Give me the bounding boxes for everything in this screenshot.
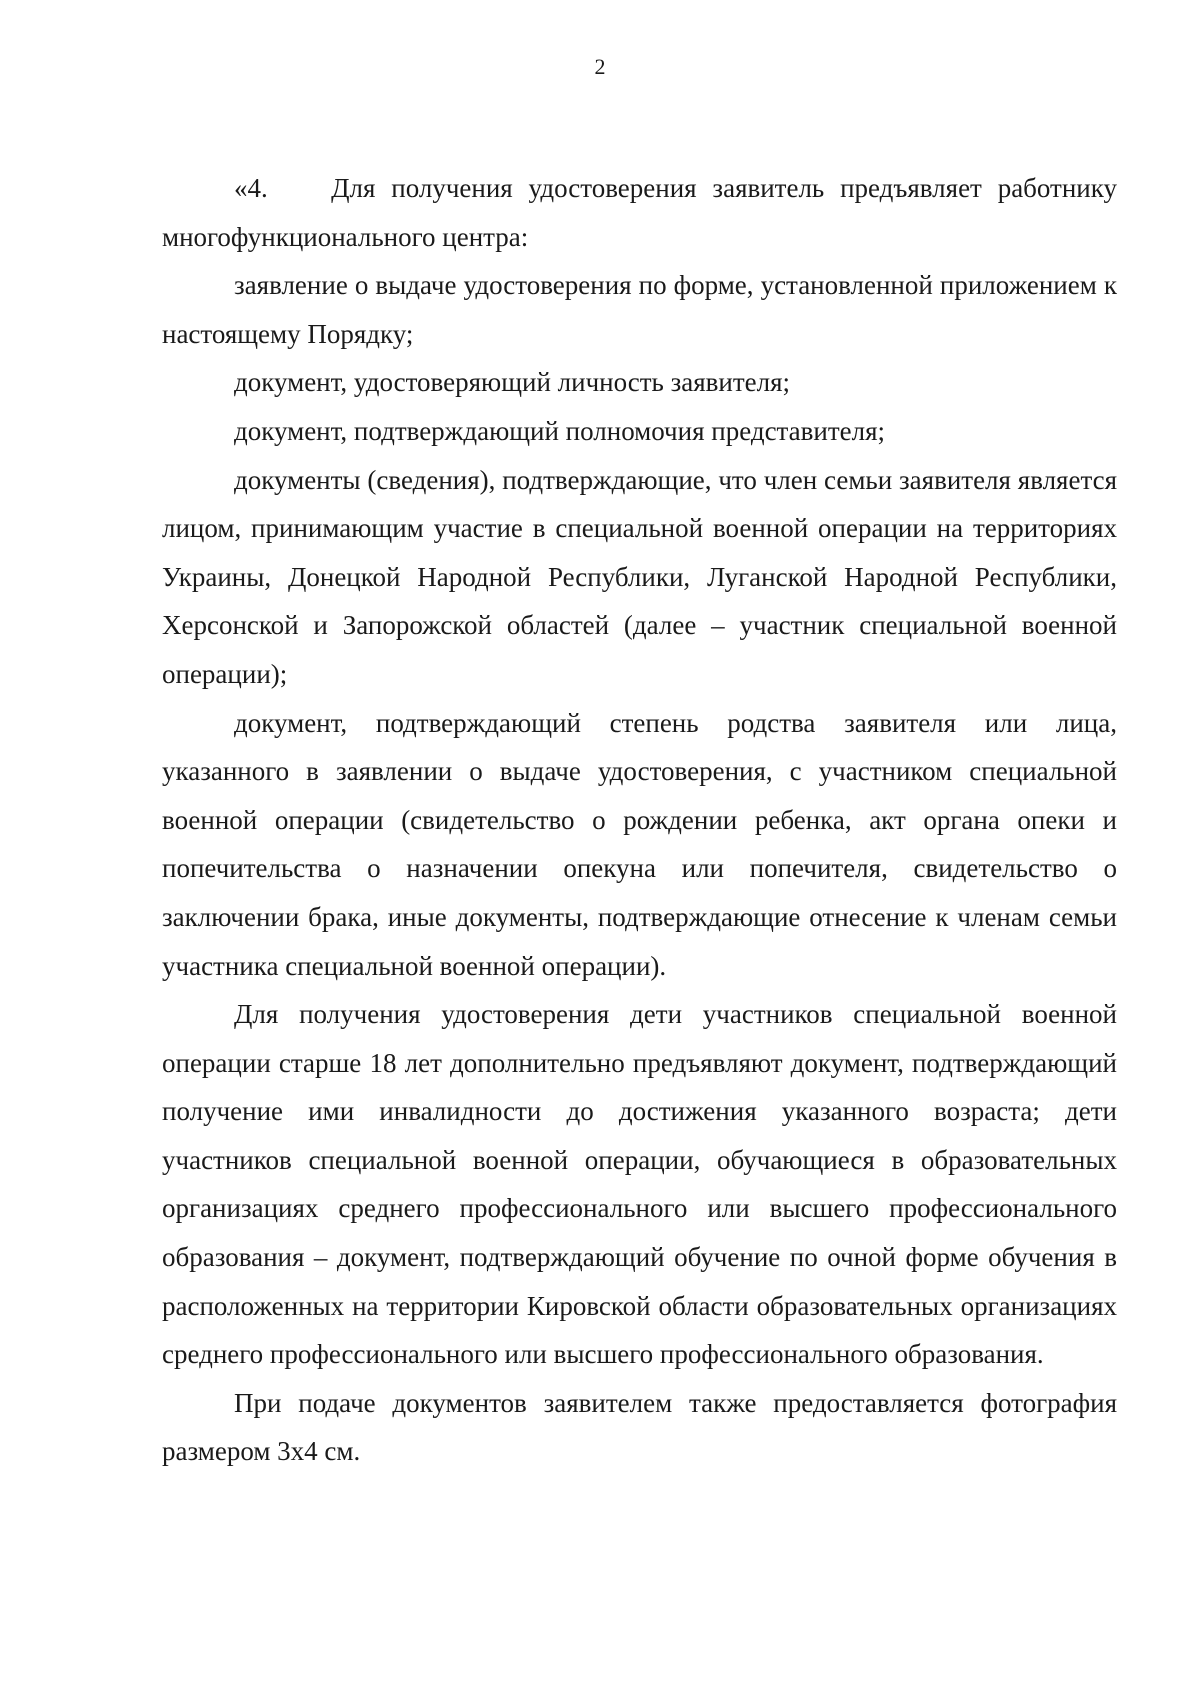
- paragraph-participation-documents: документы (сведения), подтверждающие, что член семьи заявителя является лицом, принимающим участие в специальной военной операции на территориях Украины, Донецкой Народной Республики, Луганской Народной Республики, Херсонской и Запорожской областей (далее – участник специальной военной операции);: [162, 464, 1117, 689]
- paragraph-kinship-document: документ, подтверждающий степень родства заявителя или лица, указанного в заявлении о выдаче удостоверения, с участником специальной военной операции (свидетельство о рождении ребенка, акт органа опеки и попечительства о назначении опекуна или попечителя, свидетельство о заключении брака, иные документы, подтверждающие отнесение к членам семьи участника специальной военной операции).: [162, 707, 1117, 981]
- paragraph-photo: При подаче документов заявителем также предоставляется фотография размером 3х4 см.: [162, 1387, 1117, 1467]
- paragraph-identity-document: документ, удостоверяющий личность заявителя;: [234, 367, 791, 398]
- page-number: 2: [594, 54, 606, 79]
- paragraph-intro: «4. Для получения удостоверения заявитель предъявляет работнику многофункционального центра:: [162, 173, 1117, 252]
- paragraph-authority-document: документ, подтверждающий полномочия представителя;: [234, 415, 886, 446]
- document-body: [162, 164, 1117, 1476]
- paragraph-application: заявление о выдаче удостоверения по форме, установленной приложением к настоящему Порядку;: [162, 270, 1117, 349]
- paragraph-children-over-18: Для получения удостоверения дети участников специальной военной операции старше 18 лет дополнительно предъявляют документ, подтверждающий получение ими инвалидности до достижения указанного возраста; дети участников специальной военной операции, обучающиеся в образовательных организациях среднего профессионального или высшего профессионального образования – документ, подтверждающий обучение по очной форме обучения в расположенных на территории Кировской области образовательных организациях среднего профессионального или высшего профессионального образования.: [162, 999, 1117, 1370]
